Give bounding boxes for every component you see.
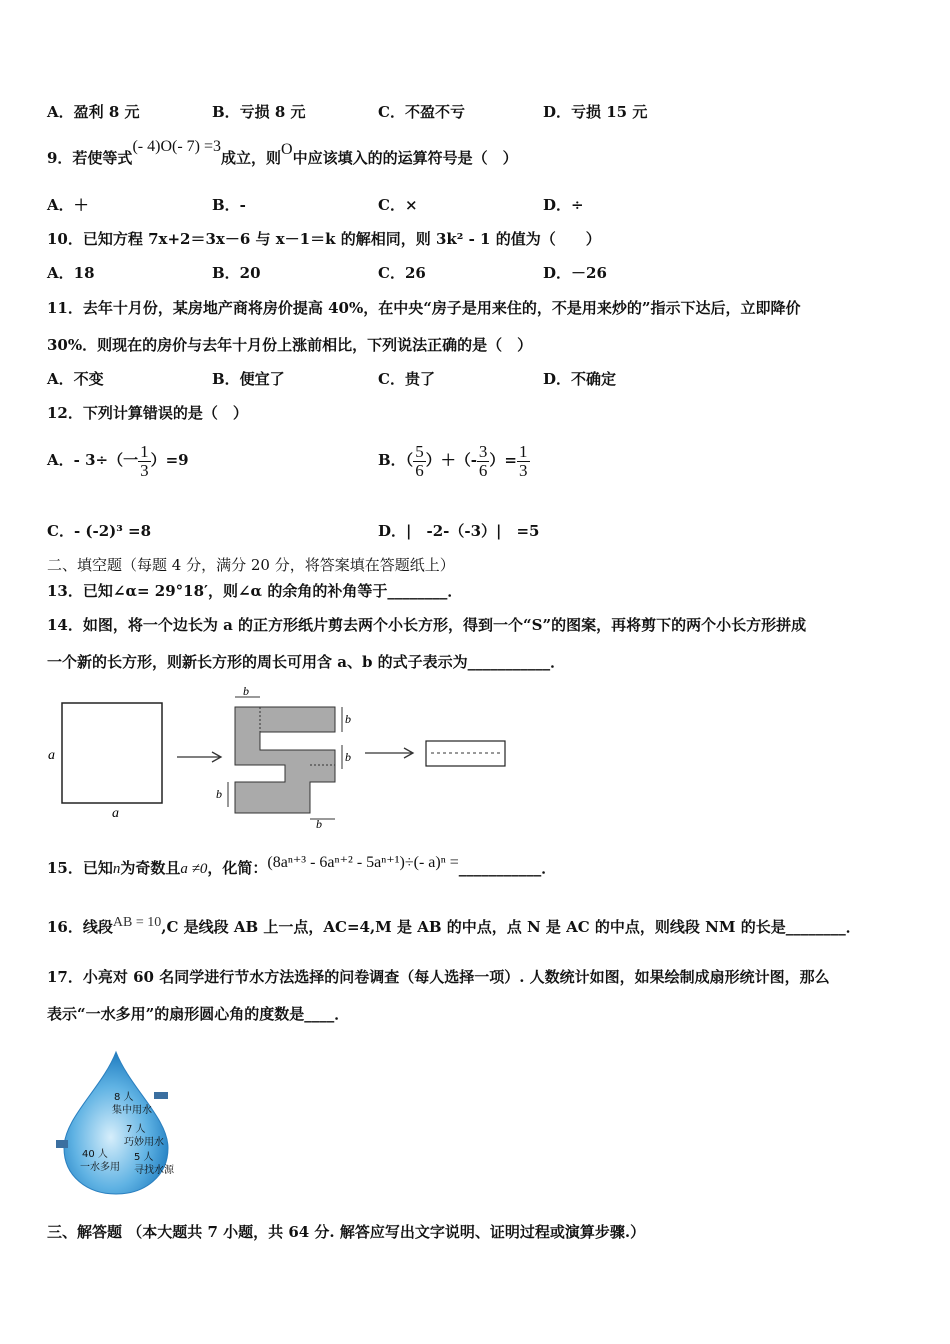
q16-prefix: 16．线段 [47,918,113,936]
q12-b-fraction2 [477,443,490,480]
q16-suffix: ,C 是线段 AB 上一点，AC=4,M 是 AB 的中点，点 N 是 AC 的中点，则线段 NM 的长是________． [161,918,861,936]
q17-label-xunzhao: 寻找水源 [134,1165,174,1176]
section3-heading: 三、解答题 （本大题共 7 小题，共 64 分. 解答应写出文字说明、证明过程或演算步骤.） [47,1223,646,1241]
q12-a-numerator: 1 [140,441,149,461]
q14-label-b-right2: b [345,750,351,764]
q12-a-post: ）=9 [150,451,189,469]
q12-b1-numerator: 5 [415,441,424,461]
q13-stem: 13．已知∠α= 29°18′，则∠α 的余角的补角等于________． [47,582,463,600]
q17-label-yishui: 一水多用 [80,1162,120,1173]
q9-mid: 成立，则 [221,149,282,167]
q12-b-pre: B．（ [378,451,414,469]
q12-option-b [378,438,530,482]
q16-ab: AB = 10 [112,915,162,930]
q9-prefix: 9．若使等式 [47,149,133,167]
q14-line1: 14．如图，将一个边长为 a 的正方形纸片剪去两个小长方形，得到一个“S”的图案，再将剪下的两个小长方形拼成 [47,616,807,634]
q9-option-b: B．- [212,196,246,214]
section2-heading: 二、填空题（每题 4 分，满分 20 分，将答案填在答题纸上） [47,556,455,574]
q8-option-a: A．盈利 8 元 [47,103,140,121]
q10-option-a: A．18 [47,264,95,282]
q8-option-b: B．亏损 8 元 [212,103,306,121]
q9-stem [47,138,518,169]
q12-b3-numerator: 1 [519,441,528,461]
q12-a-pre: A．- 3÷（一 [47,451,139,469]
q14-label-b-left: b [216,787,222,801]
q11-option-d: D．不确定 [543,370,617,388]
q14-label-b-top: b [243,685,249,698]
q12-b-fraction3 [517,443,530,480]
q12-option-a [47,438,189,482]
q17-line1: 17．小亮对 60 名同学进行节水方法选择的问卷调查（每人选择一项）. 人数统计如图，如果绘制成扇形统计图，那么 [47,968,830,986]
q16-stem [47,917,861,939]
q14-label-b-right1: b [345,712,351,726]
q9-equation: (- 4)O(- 7) =3 [132,138,221,155]
q14-square [62,703,162,803]
q15-mid2: ，化简： [207,859,268,877]
q14-line2: 一个新的长方形，则新长方形的周长可用含 a、b 的式子表示为___________． [47,653,566,671]
q12-a-fraction [138,443,151,480]
q14-figure [40,685,520,830]
q10-option-c: C．26 [378,264,426,282]
q12-b-mid2: ）= [489,451,517,469]
q15-suffix: ___________． [458,859,557,877]
q17-faucet-left [56,1140,68,1148]
q17-label-40: 40 人 [82,1149,108,1160]
q12-option-d: D．| -2-（-3）| =5 [378,522,540,540]
q11-line1: 11．去年十月份，某房地产商将房价提高 40%，在中央“房子是用来住的，不是用来炒的”指示下达后，立即降价 [47,299,801,317]
q12-a-denominator: 3 [140,460,149,480]
q12-b3-denominator: 3 [519,460,528,480]
q17-label-5: 5 人 [134,1152,154,1163]
q9-option-d: D．÷ [543,196,584,214]
q8-option-d: D．亏损 15 元 [543,103,648,121]
q10-stem: 10．已知方程 7x+2＝3x－6 与 x－1＝k 的解相同，则 3k² - 1 的值为（ ） [47,230,601,248]
q12-b-mid1: ）＋（- [425,451,477,469]
q12-b2-denominator: 6 [478,460,488,480]
q17-label-7: 7 人 [126,1124,146,1135]
q15-expression: (8aⁿ⁺³ - 6aⁿ⁺² - 5aⁿ⁺¹)÷(- a)ⁿ = [267,854,459,871]
q11-option-b: B．便宜了 [212,370,285,388]
q17-water-drop-figure [50,1048,195,1198]
q14-label-b-bottom: b [316,817,322,830]
q15-condition: a ≠0 [180,861,208,877]
q17-label-8: 8 人 [114,1092,134,1103]
q17-label-jizhong: 集中用水 [112,1105,152,1116]
q12-b2-numerator: 3 [478,441,488,461]
q11-option-a: A．不变 [47,370,104,388]
q17-label-qiaomiao: 巧妙用水 [124,1137,164,1148]
q11-option-c: C．贵了 [378,370,435,388]
q12-b1-denominator: 6 [415,460,424,480]
q17-line2: 表示“一水多用”的扇形圆心角的度数是____． [47,1005,350,1023]
q15-prefix: 15．已知 [47,859,113,877]
q11-line2: 30%．则现在的房价与去年十月份上涨前相比，下列说法正确的是（ ） [47,336,533,354]
q12-option-c: C．- (-2)³ =8 [47,522,152,540]
q9-suffix: 中应该填入的的运算符号是（ ） [292,149,518,167]
q14-label-a-left: a [48,748,55,763]
q10-option-d: D．－26 [543,264,607,282]
q15-stem [47,854,557,879]
q9-circle: O [281,141,293,158]
q17-faucet-right [154,1092,168,1099]
q14-label-a-bottom: a [112,806,119,821]
q9-option-c: C．× [378,196,418,214]
q12-b-fraction1 [413,443,426,480]
q15-n: n [112,861,121,877]
q12-stem: 12．下列计算错误的是（ ） [47,404,248,422]
q9-option-a: A．＋ [47,196,89,214]
q10-option-b: B．20 [212,264,261,282]
q15-mid: 为奇数且 [120,859,181,877]
q14-s-shape [235,707,335,813]
q8-option-c: C．不盈不亏 [378,103,465,121]
